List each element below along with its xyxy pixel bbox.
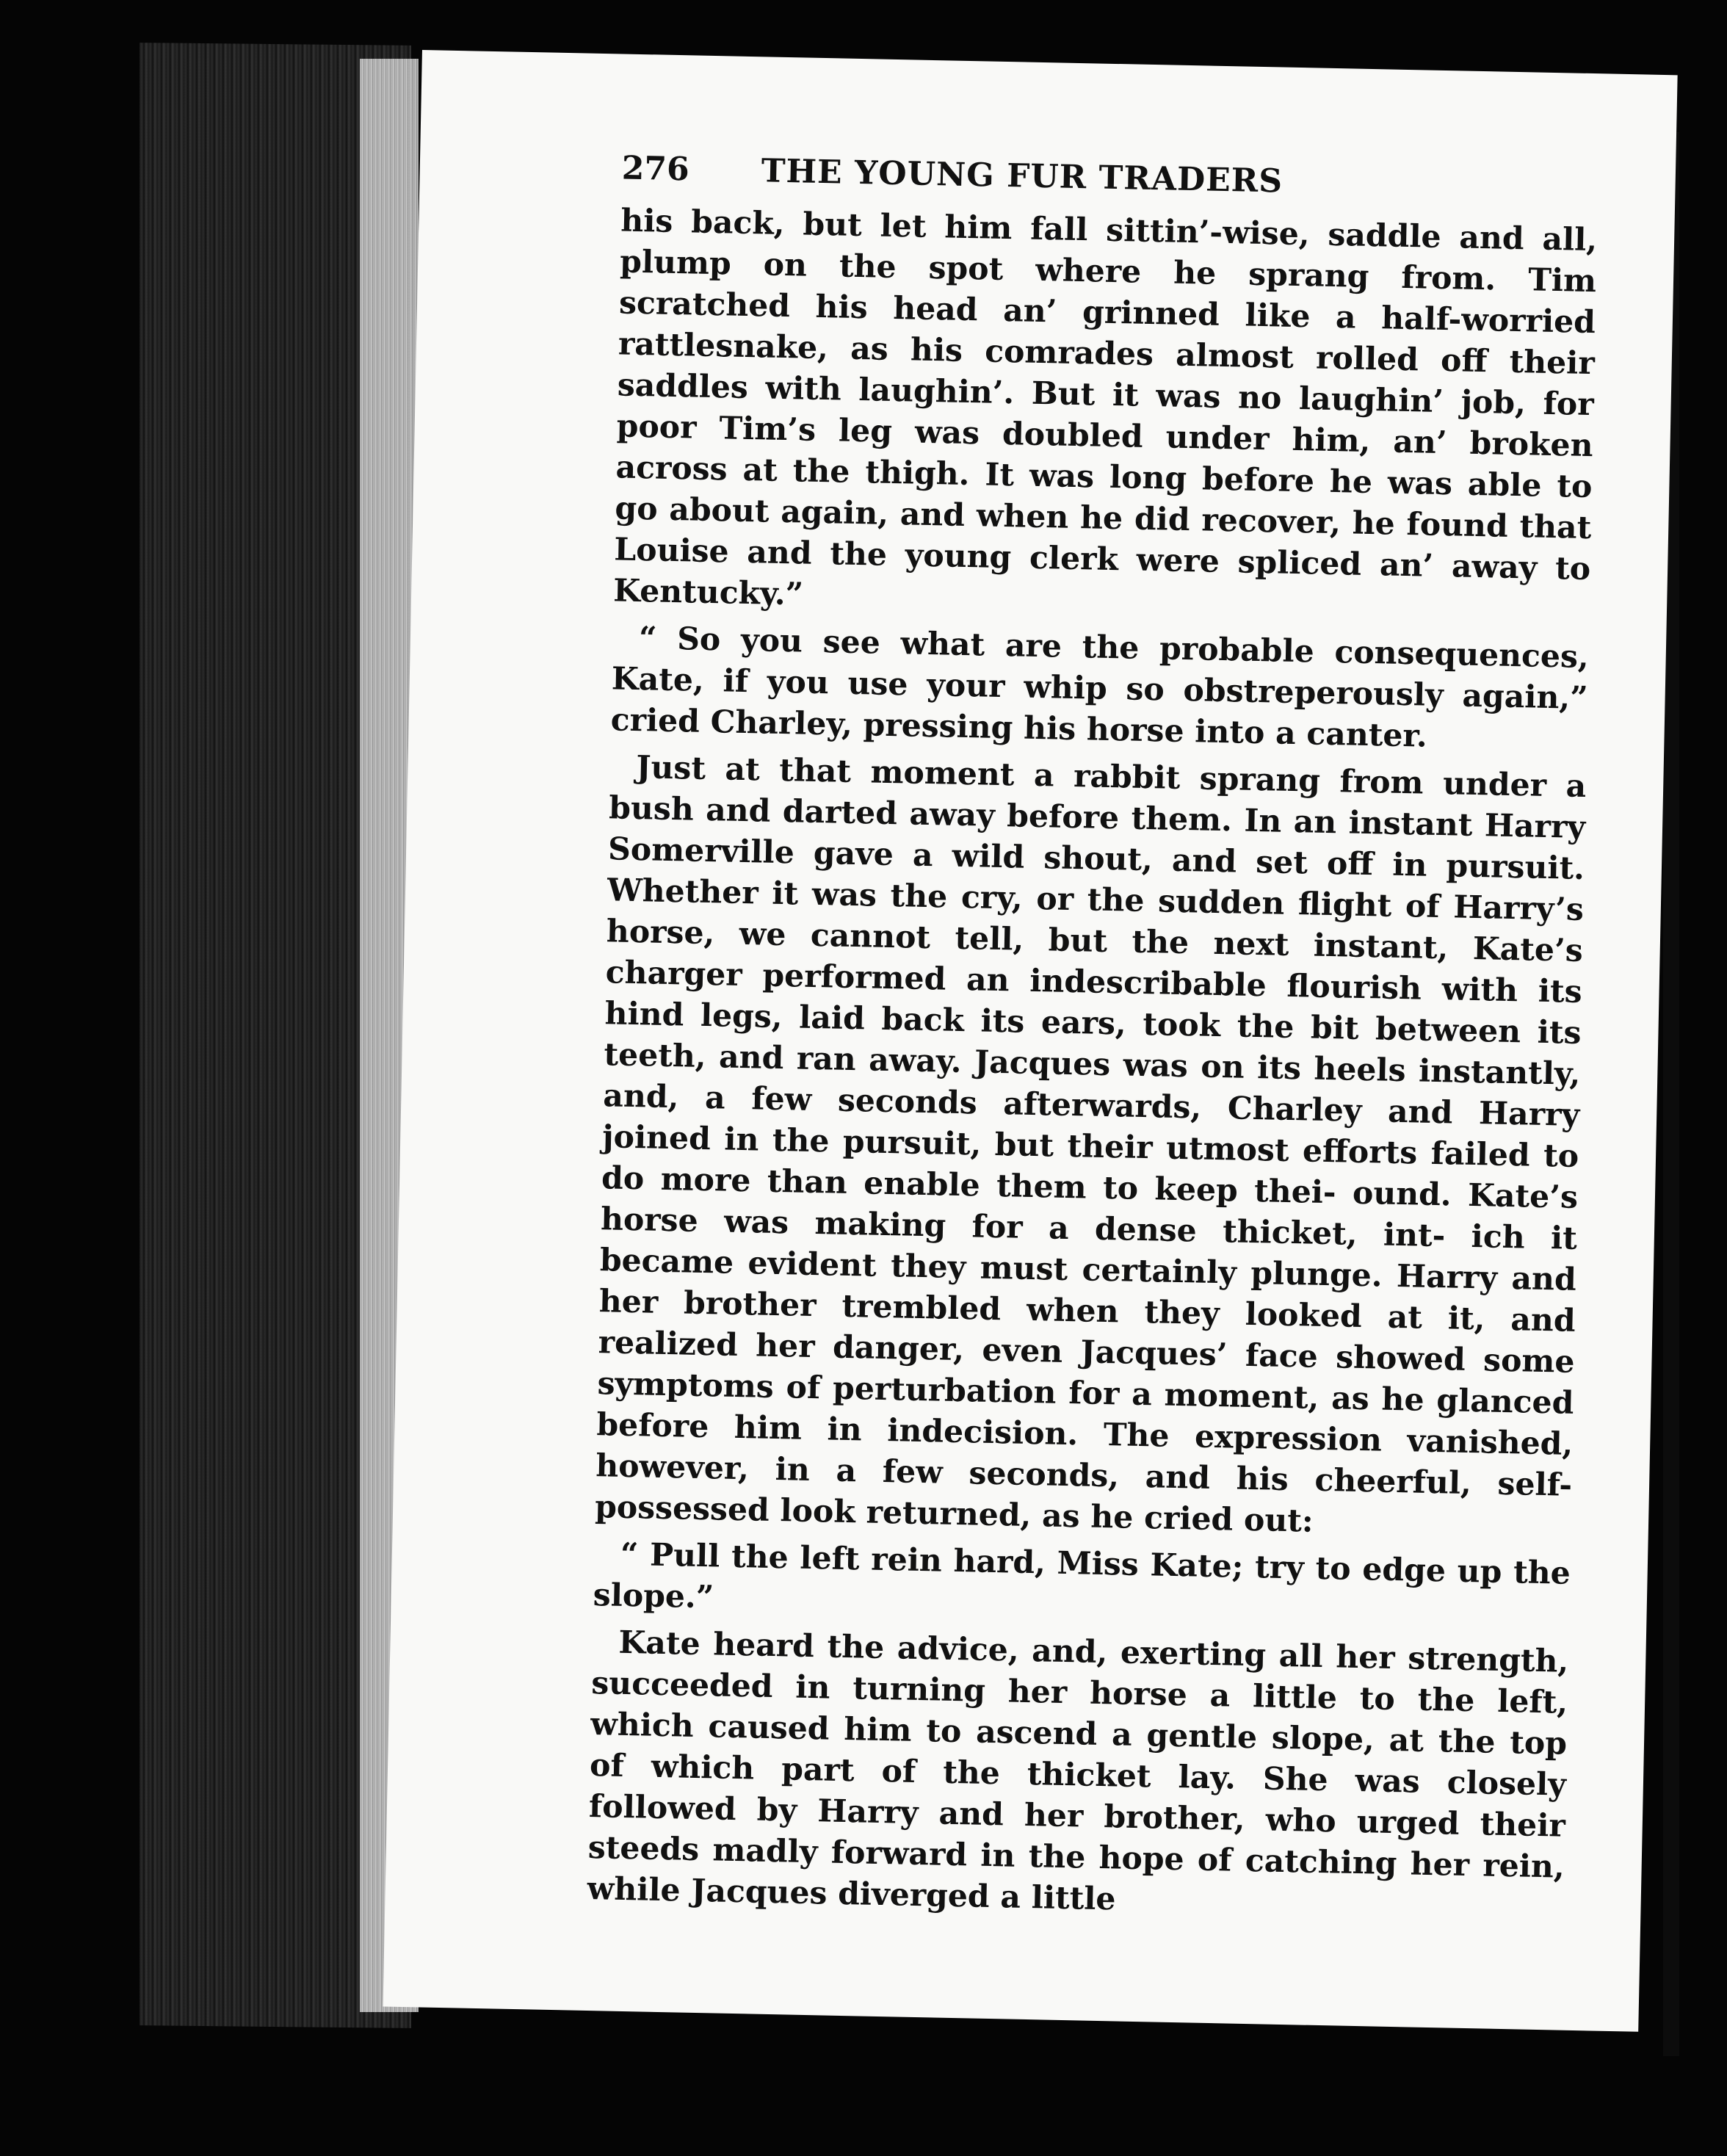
page-header <box>621 149 1599 206</box>
paragraph-5: Kate heard the advice, and, exerting all her strength, succeeded in turning her horse a little to the left, which caused him to ascend a gentle slope, at the top of which part of the thicket lay. She was closely followed by Harry and her brother, who urged their steeds madly forward in the hope of catching her rein, while Jacques diverged a little <box>587 1624 1569 1918</box>
page-number: 276 <box>621 149 690 189</box>
paragraph-1: his back, but let him fall sittin’-wise, saddle and all, plump on the spot where he sprang from. Tim scratched his head an’ grinned like a half-worried rattlesnake, as his comrades almost rolled off their saddles with laughin’. But it was no laughin’ job, for poor Tim’s leg was doubled under him, an’ broken across at the thigh. It was long before he was able to go about again, and when he did recover, he found that Louise and the young clerk were spliced an’ away to Kentucky.” <box>612 202 1598 613</box>
paragraph-3: Just at that moment a rabbit sprang from under a bush and darted away before them. In an instant Harry Somerville gave a wild shout, and set off in pursuit. Whether it was the cry, or the sudden flight of Harry’s horse, we cannot tell, but the next instant, Kate’s charger performed an indescribable flourish with its hind legs, laid back its ears, took the bit between its teeth, and ran away. Jacques was on its heels instantly, and, a few seconds afterwards, Charley and Harry joined in the pursuit, but their utmost efforts failed to do more than enable them to keep thei- ound. Kate’s horse was making for a dense thicket, int- ich it became evident they must certainly plunge. Harry and her brother trembled when they looked at it, and realized her danger, even Jacques’ face showed some symptoms of perturbation for a moment, as he glanced before him in indecision. The expression vanished, however, in a few seconds, and his cheerful, self-possessed look returned, as he cried out: <box>594 749 1587 1540</box>
paragraph-4: “ Pull the left rein hard, Miss Kate; try to edge up the slope.” <box>593 1535 1571 1616</box>
running-title: THE YOUNG FUR TRADERS <box>761 152 1284 200</box>
page-content <box>587 149 1599 1928</box>
paragraph-2: “ So you see what are the probable consequences, Kate, if you use your whip so obstreperously again,” cried Charley, pressing his horse into a canter. <box>610 620 1590 755</box>
book-page <box>383 50 1678 2032</box>
